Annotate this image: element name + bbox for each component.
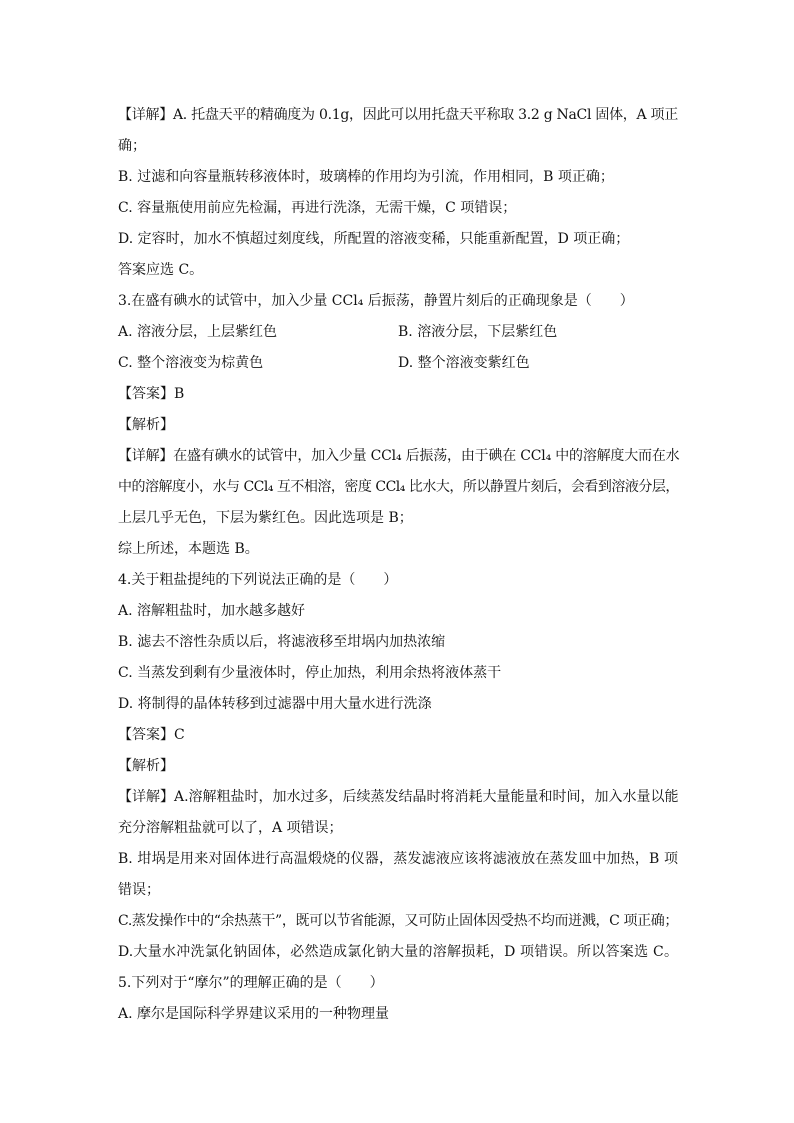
q4-analysis-label: 【解析】	[118, 758, 174, 774]
q3-explanation-line: 综上所述，本题选 B。	[118, 541, 259, 557]
q4-option-b: B. 滤去不溶性杂质以后，将滤液移至坩埚内加热浓缩	[118, 634, 446, 650]
q4-explanation-line: B. 坩埚是用来对固体进行高温煅烧的仪器，蒸发滤液应该将滤液放在蒸发皿中加热，B 项	[118, 851, 678, 867]
q3-option-d: D. 整个溶液变紫红色	[398, 355, 530, 371]
page-content	[118, 100, 678, 1030]
q2-explanation-line: 确；	[118, 138, 146, 154]
q4-option-a: A. 溶解粗盐时，加水越多越好	[118, 603, 306, 619]
q3-options-row	[118, 348, 678, 379]
q4-explanation-line: 错误；	[118, 882, 160, 898]
q4-stem: 4.关于粗盐提纯的下列说法正确的是（ ）	[118, 572, 398, 588]
q3-analysis-label: 【解析】	[118, 417, 174, 433]
q2-explanation-line: B. 过滤和向容量瓶转移液体时，玻璃棒的作用均为引流，作用相同，B 项正确；	[118, 169, 614, 185]
q3-explanation-line: 中的溶解度小，水与 CCl₄ 互不相溶，密度 CCl₄ 比水大，所以静置片刻后，会看到溶液分层，	[118, 479, 679, 495]
q2-answer-conclusion: 答案应选 C。	[118, 262, 204, 278]
q5-option-a: A. 摩尔是国际科学界建议采用的一种物理量	[118, 1006, 390, 1022]
q3-option-b: B. 溶液分层，下层紫红色	[398, 324, 558, 340]
q3-options-row	[118, 317, 678, 348]
q4-answer: 【答案】C	[118, 727, 185, 743]
q3-explanation-line: 【详解】在盛有碘水的试管中，加入少量 CCl₄ 后振荡，由于碘在 CCl₄ 中的溶解度大而在水	[118, 448, 680, 464]
q3-answer: 【答案】B	[118, 386, 185, 402]
q2-explanation-line: C. 容量瓶使用前应先检漏，再进行洗涤，无需干燥，C 项错误；	[118, 200, 517, 216]
q2-explanation-line: D. 定容时，加水不慎超过刻度线，所配置的溶液变稀，只能重新配置，D 项正确；	[118, 231, 630, 247]
q4-explanation-line: 充分溶解粗盐就可以了，A 项错误；	[118, 820, 343, 836]
q4-explanation-line: C.蒸发操作中的“余热蒸干”，既可以节省能源，又可防止固体因受热不均而迸溅，C 项正确；	[118, 913, 678, 929]
q4-explanation-line: D.大量水冲洗氯化钠固体，必然造成氯化钠大量的溶解损耗，D 项错误。所以答案选 C。	[118, 944, 678, 960]
q3-option-c: C. 整个溶液变为棕黄色	[118, 355, 264, 371]
q4-option-d: D. 将制得的晶体转移到过滤器中用大量水进行洗涤	[118, 696, 432, 712]
q2-explanation-line: 【详解】A. 托盘天平的精确度为 0.1g，因此可以用托盘天平称取 3.2 g NaCl 固体，A 项正	[118, 107, 678, 123]
q4-option-c: C. 当蒸发到剩有少量液体时，停止加热，利用余热将液体蒸干	[118, 665, 502, 681]
q3-explanation-line: 上层几乎无色，下层为紫红色。因此选项是 B；	[118, 510, 413, 526]
q3-stem: 3.在盛有碘水的试管中，加入少量 CCl₄ 后振荡，静置片刻后的正确现象是（ ）	[118, 293, 634, 309]
q3-option-a: A. 溶液分层，上层紫红色	[118, 324, 278, 340]
q4-explanation-line: 【详解】A.溶解粗盐时，加水过多，后续蒸发结晶时将消耗大量能量和时间，加入水量以能	[118, 789, 679, 805]
q5-stem: 5.下列对于“摩尔”的理解正确的是（ ）	[118, 975, 384, 991]
